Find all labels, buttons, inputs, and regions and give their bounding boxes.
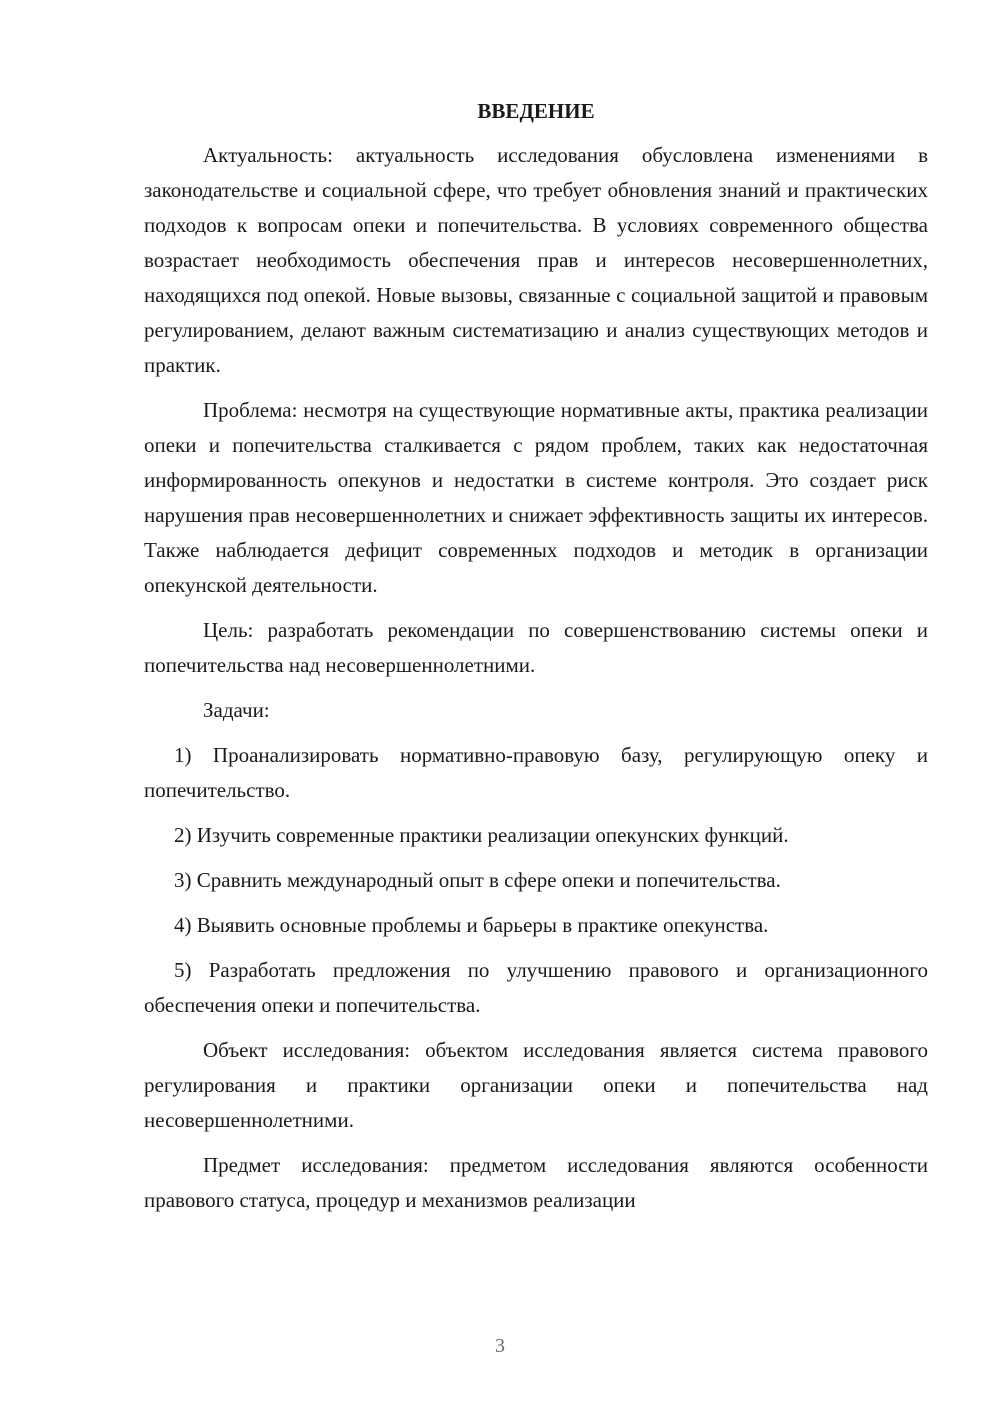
- task-item-4: 4) Выявить основные проблемы и барьеры в практике опекунства.: [174, 913, 769, 937]
- tasks-label: Задачи:: [203, 698, 270, 722]
- relevance-paragraph: Актуальность: актуальность исследования обусловлена изменениями в законодательстве и социальной сфере, что требует обновления знаний и практических подходов к вопросам опеки и попечительства. В условиях современного общества возрастает необходимость обеспечения прав и интересов несовершеннолетних, находящихся под опекой. Новые вызовы, связанные с социальной защитой и правовым регулированием, делают важным систематизацию и анализ существующих методов и практик.: [144, 143, 928, 377]
- tasks-list: [144, 738, 928, 1023]
- object-paragraph: Объект исследования: объектом исследования является система правового регулирования и практики организации опеки и попечительства над несовершеннолетними.: [144, 1038, 928, 1132]
- subject-paragraph: Предмет исследования: предметом исследования являются особенности правового статуса, процедур и механизмов реализации: [144, 1153, 928, 1212]
- task-item-1: 1) Проанализировать нормативно-правовую базу, регулирующую опеку и попечительство.: [144, 743, 928, 802]
- task-item-3: 3) Сравнить международный опыт в сфере опеки и попечительства.: [174, 868, 781, 892]
- document-page: [144, 96, 928, 1218]
- task-item-2: 2) Изучить современные практики реализации опекунских функций.: [174, 823, 789, 847]
- page-number: 3: [495, 1335, 505, 1357]
- section-heading: ВВЕДЕНИЕ: [477, 99, 595, 123]
- goal-paragraph: Цель: разработать рекомендации по совершенствованию системы опеки и попечительства над несовершеннолетними.: [144, 618, 928, 677]
- task-item-5: 5) Разработать предложения по улучшению правового и организационного обеспечения опеки и попечительства.: [144, 958, 928, 1017]
- problem-paragraph: Проблема: несмотря на существующие нормативные акты, практика реализации опеки и попечительства сталкивается с рядом проблем, таких как недостаточная информированность опекунов и недостатки в системе контроля. Это создает риск нарушения прав несовершеннолетних и снижает эффективность защиты их интересов. Также наблюдается дефицит современных подходов и методик в организации опекунской деятельности.: [144, 398, 928, 597]
